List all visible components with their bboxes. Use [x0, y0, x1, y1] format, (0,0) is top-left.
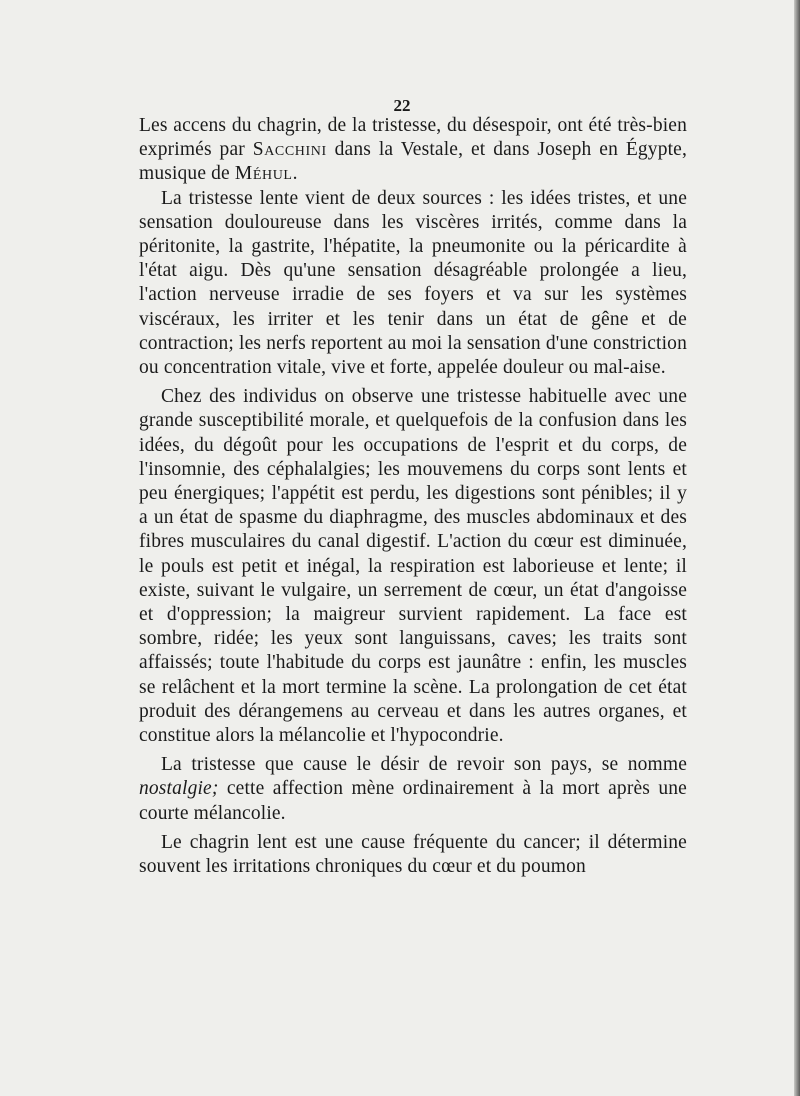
paragraph-cancer-cause: Le chagrin lent est une cause fréquente du cancer; il détermine souvent les irritations chroniques du cœur et du poumon [139, 831, 687, 878]
page-number: 22 [393, 96, 411, 115]
paragraph-1-text-start: Les accens du chagrin, de la tristesse, du désespoir, ont été très-bien exprimés par [139, 115, 687, 161]
paragraph-4-text-start: La tristesse que cause le désir de revoir son pays, se nomme [161, 754, 687, 776]
paragraph-nostalgia [139, 753, 687, 826]
paragraph-habitual-sadness: Chez des individus on observe une tristesse habituelle avec une grande susceptibilité morale, et quelquefois de la confusion dans les idées, du dégoût pour les occupations de l'esprit et du corps, de l'insomnie, des céphalalgies; les mouvemens du corps sont lents et peu énergiques; l'appétit est perdu, les digestions sont pénibles; il y a un état de spasme du diaphragme, des muscles abdominaux et des fibres musculaires du canal digestif. L'action du cœur est diminuée, le pouls est petit et inégal, la respiration est laborieuse et lente; il existe, suivant le vulgaire, un serrement de cœur, un état d'angoisse et d'oppression; la maigreur survient rapidement. La face est sombre, ridée; les yeux sont languissans, caves; les traits sont affaissés; toute l'habitude du corps est jaunâtre : enfin, les muscles se relâchent et la mort termine la scène. La prolongation de cet état produit des dérangemens au cerveau et dans les autres organes, et constitue alors la mélancolie et l'hypocondrie. [139, 386, 687, 747]
body-text [139, 114, 687, 879]
paragraph-slow-sadness: La tristesse lente vient de deux sources : les idées tristes, et une sensation douloureuse dans les viscères irrités, comme dans la péritonite, la gastrite, l'hépatite, la pneumonite ou la péricardite à l'état aigu. Dès qu'une sensation désagréable prolongée a lieu, l'action nerveuse irradie de ses foyers et va sur les systèmes viscéraux, les irriter et les tenir dans un état de gêne et de contraction; les nerfs reportent au moi la sensation d'une constriction ou concentration vitale, vive et forte, appelée douleur ou mal-aise. [139, 187, 687, 379]
paragraph-music-examples [139, 114, 687, 187]
composer-name-sacchini: Sacchini [252, 139, 327, 161]
page-edge-shadow [794, 0, 800, 1096]
paragraph-1-text-middle: dans la Vestale, et dans Joseph en Égypte, musique de [139, 139, 687, 185]
term-nostalgie: nostalgie; [139, 778, 219, 800]
paragraph-1-text-end: . [292, 163, 298, 185]
composer-name-mehul: Méhul [234, 163, 293, 185]
paragraph-4-text-end: cette affection mène ordinairement à la mort après une courte mélancolie. [139, 778, 687, 824]
